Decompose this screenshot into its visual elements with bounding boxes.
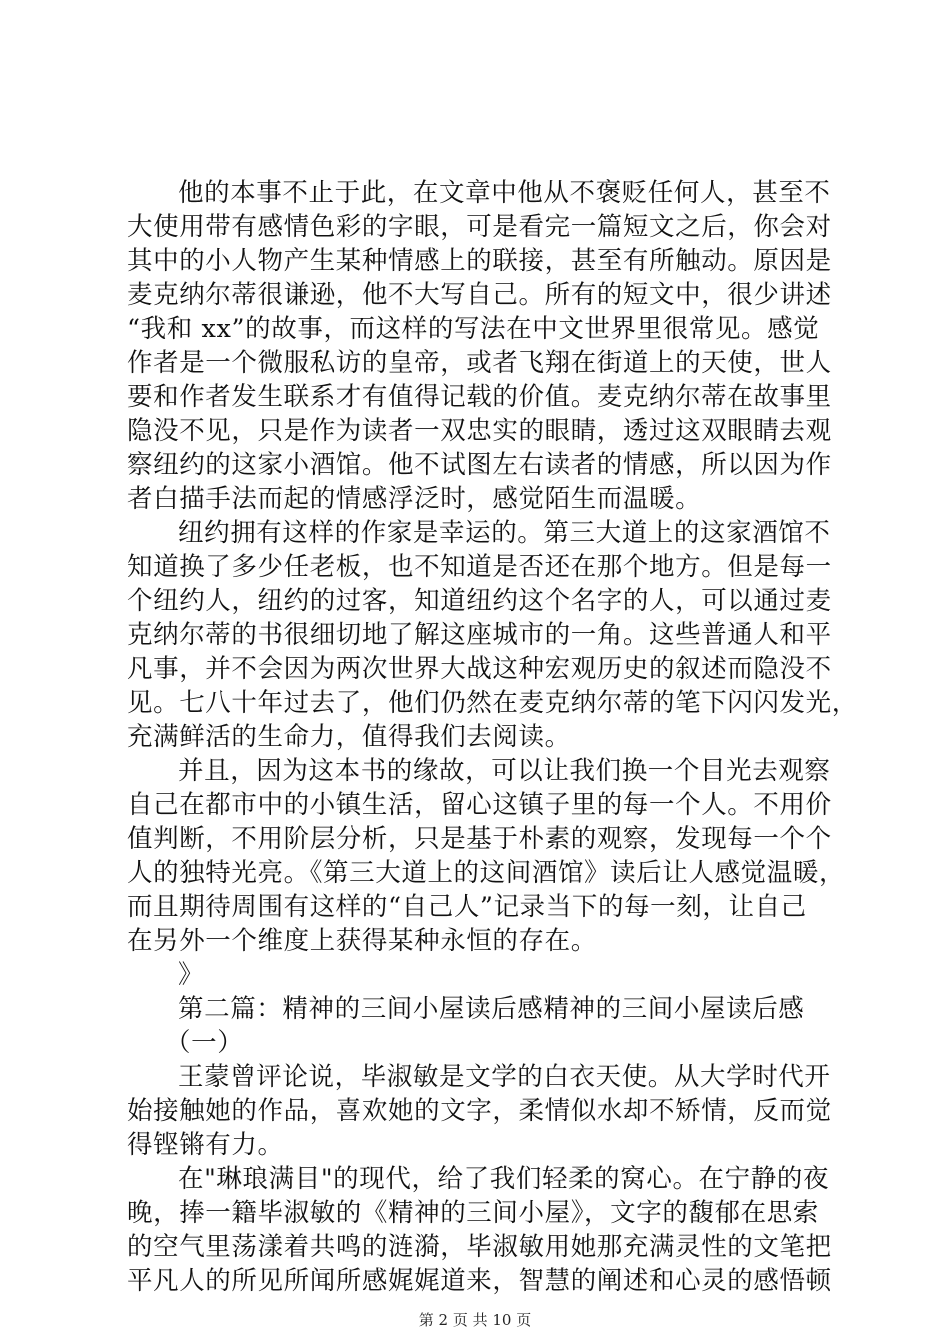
text-line: 在"琳琅满目"的现代，给了我们轻柔的窝心。在宁静的夜 <box>178 1164 830 1194</box>
text-line: 人的独特光亮。《第三大道上的这间酒馆》读后让人感觉温暖， <box>127 858 846 888</box>
text-line: 值判断，不用阶层分析，只是基于朴素的观察，发现每一个个 <box>127 824 832 854</box>
text-line: 克纳尔蒂的书很细切地了解这座城市的一角。这些普通人和平 <box>127 620 832 650</box>
text-line: 并且，因为这本书的缘故，可以让我们换一个目光去观察 <box>178 756 831 786</box>
text-line: 个纽约人，纽约的过客，知道纽约这个名字的人，可以通过麦 <box>127 586 832 616</box>
text-line: 见。七八十年过去了，他们仍然在麦克纳尔蒂的笔下闪闪发光， <box>127 688 858 718</box>
text-line: 纽约拥有这样的作家是幸运的。第三大道上的这家酒馆不 <box>178 518 831 548</box>
text-line: 在另外一个维度上获得某种永恒的存在。 <box>127 926 597 956</box>
text-line: “我和 xx”的故事，而这样的写法在中文世界里很常见。感觉 <box>127 314 820 344</box>
page-number: 第 2 页 共 10 页 <box>418 1311 532 1329</box>
text-line: 察纽约的这家小酒馆。他不试图左右读者的情感，所以因为作 <box>127 450 832 480</box>
text-line: 自己在都市中的小镇生活，留心这镇子里的每一个人。不用价 <box>127 790 832 820</box>
text-line: 始接触她的作品，喜欢她的文字，柔情似水却不矫情，反而觉 <box>127 1096 832 1126</box>
text-line: 大使用带有感情色彩的字眼，可是看完一篇短文之后，你会对 <box>127 212 832 242</box>
text-line: 作者是一个微服私访的皇帝，或者飞翔在街道上的天使，世人 <box>127 348 832 378</box>
text-line: 得铿锵有力。 <box>127 1130 284 1160</box>
text-line: 晚，捧一籍毕淑敏的《精神的三间小屋》，文字的馥郁在思索 <box>127 1198 819 1228</box>
text-line: 》 <box>178 960 205 990</box>
text-line: 王蒙曾评论说，毕淑敏是文学的白衣天使。从大学时代开 <box>178 1062 831 1092</box>
text-line: 的空气里荡漾着共鸣的涟漪，毕淑敏用她那充满灵性的文笔把 <box>127 1232 832 1262</box>
text-line: 知道换了多少任老板，也不知道是否还在那个地方。但是每一 <box>127 552 832 582</box>
text-line: 平凡人的所见所闻所感娓娓道来，智慧的阐述和心灵的感悟顿 <box>127 1266 832 1296</box>
text-line: 其中的小人物产生某种情感上的联接，甚至有所触动。原因是 <box>127 246 832 276</box>
text-line: 者白描手法而起的情感浮泛时，感觉陌生而温暖。 <box>127 484 702 514</box>
text-line: 麦克纳尔蒂很谦逊，他不大写自己。所有的短文中，很少讲述 <box>127 280 832 310</box>
text-line: 要和作者发生联系才有值得记载的价值。麦克纳尔蒂在故事里 <box>127 382 832 412</box>
section-subheading: （一） <box>165 1028 244 1058</box>
text-line: 凡事，并不会因为两次世界大战这种宏观历史的叙述而隐没不 <box>127 654 832 684</box>
text-line: 而且期待周围有这样的“自己人”记录当下的每一刻，让自己 <box>127 892 807 922</box>
text-line: 他的本事不止于此，在文章中他从不褒贬任何人，甚至不 <box>178 178 831 208</box>
text-line: 充满鲜活的生命力，值得我们去阅读。 <box>127 722 571 752</box>
section-heading: 第二篇：精神的三间小屋读后感精神的三间小屋读后感 <box>178 994 805 1024</box>
text-line: 隐没不见，只是作为读者一双忠实的眼睛，透过这双眼睛去观 <box>127 416 832 446</box>
